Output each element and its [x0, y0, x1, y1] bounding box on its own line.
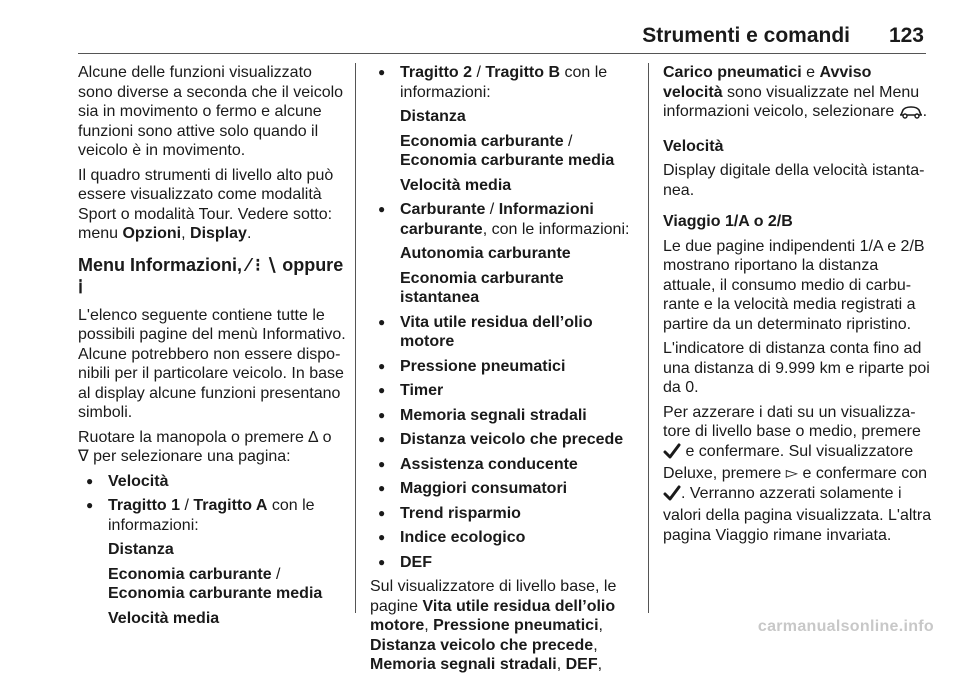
text: . [922, 103, 928, 120]
up-arrow-icon: ∆ [308, 428, 319, 446]
paragraph: Alcune delle funzioni visualizzato sono diverse a seconda che il veicolo sia in movimento o fermo e alcune funzioni sono attive solo quando il veicolo è in movimento. [78, 64, 344, 159]
text: / [271, 565, 281, 583]
text: e confermare. Sul visualizzatore Deluxe, premere [663, 442, 914, 482]
paragraph: Le due pagine indipendenti 1/A e 2/B mostrano riportano la distanza attuale, il consumo medio di carburante e la velocità media registrati a partire da un determinato ripristino. [663, 237, 925, 333]
subheading: Velocità [663, 137, 724, 155]
text: . Verranno azzerati solamente i valori della pagina visualizzata. L'altra pagina Viaggio rimane invariata. [663, 484, 932, 544]
list-item: ● Maggiori consumatori [370, 479, 640, 499]
text: con le informazioni: [400, 64, 608, 101]
header-rule [78, 53, 926, 54]
info-i-icon: ⅰ [78, 276, 84, 297]
text: Carico pneumatici [663, 64, 802, 81]
paragraph: Display digitale della velocità istantanea. [663, 162, 925, 199]
text: / [180, 497, 194, 514]
text: , con le informazioni: [482, 220, 630, 238]
sub-item: Distanza [108, 541, 174, 558]
sub-item [370, 132, 640, 171]
text: Ruotare la manopola o premere [78, 428, 309, 446]
heading-text: Menu Informazioni, [78, 254, 247, 275]
text: Vita utile residua dell’olio motore [370, 597, 616, 634]
text: Economia carburante media [400, 152, 615, 169]
list-item: ● Vita utile residua dell’olio motore [370, 313, 640, 352]
page-list [78, 472, 348, 536]
sub-item [78, 565, 348, 604]
checkmark-icon [663, 485, 681, 507]
checkmark-icon [663, 443, 681, 465]
column-divider-2 [648, 63, 649, 613]
text: Avviso velocità [663, 64, 872, 101]
paragraph [78, 166, 348, 244]
text: , [598, 617, 603, 634]
sub-item: Autonomia carburante [400, 245, 571, 262]
list-item: ● Pressione pneumatici [370, 357, 640, 377]
car-icon [899, 105, 923, 125]
text: , [424, 617, 434, 634]
page-list [370, 63, 640, 102]
text: Economia carburante [400, 132, 564, 150]
list-item: ● Velocità [78, 472, 348, 492]
paragraph [663, 63, 933, 125]
page-list [370, 313, 640, 573]
list-item [78, 496, 348, 535]
column-3 [663, 63, 933, 550]
subheading: Viaggio 1/A o 2/B [663, 213, 793, 230]
menu-ref-options: Opzioni [122, 225, 182, 242]
text: Tragitto B [485, 64, 561, 81]
list-item: ● Trend risparmio [370, 504, 640, 524]
paragraph [78, 428, 348, 467]
section-title: Strumenti e comandi [642, 24, 850, 47]
text: Tragitto 1 [108, 497, 181, 514]
list-item [370, 200, 640, 239]
sub-item: Distanza [400, 108, 466, 125]
heading-text: oppure [277, 254, 344, 275]
text: e confermare con [798, 465, 927, 482]
text: / [472, 64, 486, 81]
text: Tragitto A [193, 497, 268, 514]
text: Carburante [400, 201, 486, 218]
section-heading [78, 254, 348, 298]
menu-ref-display: Display [190, 225, 247, 242]
paragraph: L'indicatore di distanza conta fino ad una distanza di 9.999 km e riparte poi da 0. [663, 340, 930, 396]
text: per selezionare una pagina: [88, 448, 291, 465]
text: , [593, 636, 598, 654]
text: Economia carburante media [108, 585, 323, 602]
column-2 [370, 63, 640, 680]
text: Sul visualizzatore di livello base, le pagine [370, 578, 617, 615]
text: Economia carburante [108, 565, 272, 583]
text: o [318, 428, 332, 446]
text: con le informazioni: [108, 497, 315, 534]
paragraph [663, 403, 933, 546]
info-glyphs-icon: ⁄ ⁝ ∖ [247, 254, 278, 275]
play-icon: ▻ [785, 465, 799, 482]
text: . [246, 225, 252, 242]
page-header [0, 0, 960, 60]
text: Informazioni carburante [400, 201, 594, 238]
list-item: ● Timer [370, 381, 640, 401]
text: sono visualizzate nel Menu informazioni veicolo, selezionare [663, 83, 920, 120]
text: , [181, 225, 191, 242]
text: Memoria segnali stradali [370, 656, 557, 673]
page-number: 123 [888, 24, 924, 47]
list-item [370, 63, 640, 102]
text: , [556, 656, 566, 673]
text: Tragitto 2 [400, 64, 473, 81]
paragraph [370, 577, 640, 675]
down-arrow-icon: ∇ [78, 448, 89, 465]
sub-item: Economia carburante istantanea [400, 269, 564, 306]
text: Per azzerare i dati su un visualizzatore di livello base o medio, premere [663, 403, 921, 440]
text: Il quadro strumenti di livello alto può essere visualizzato come modalità Sport o modalità Tour. Vedere sotto: menu [78, 166, 334, 242]
list-item: ● Assistenza conducente [370, 455, 640, 475]
column-1 [78, 63, 348, 633]
column-divider-1 [355, 63, 356, 613]
sub-item: Velocità media [108, 609, 220, 627]
list-item: ● Distanza veicolo che precede [370, 430, 640, 450]
text: DEF [565, 656, 598, 673]
text: Pressione pneumatici [433, 617, 599, 634]
list-item: ● Memoria segnali stradali [370, 406, 640, 426]
text: , [597, 656, 603, 673]
list-item: ● Indice ecologico [370, 528, 640, 548]
text: / [563, 132, 573, 150]
watermark: carmanualsonline.info [757, 618, 934, 635]
sub-item: Velocità media [400, 176, 512, 194]
paragraph: L'elenco seguente contiene tutte le possibili pagine del menù Informativo. Alcune potrebbero non essere disponibili per il particolare veicolo. In base al display alcune funzioni presentano simboli. [78, 306, 346, 421]
list-item: ● DEF [370, 553, 640, 573]
text: e [801, 64, 820, 81]
text: Distanza veicolo che precede [370, 636, 594, 654]
page-list [370, 200, 640, 239]
text: / [485, 201, 499, 218]
